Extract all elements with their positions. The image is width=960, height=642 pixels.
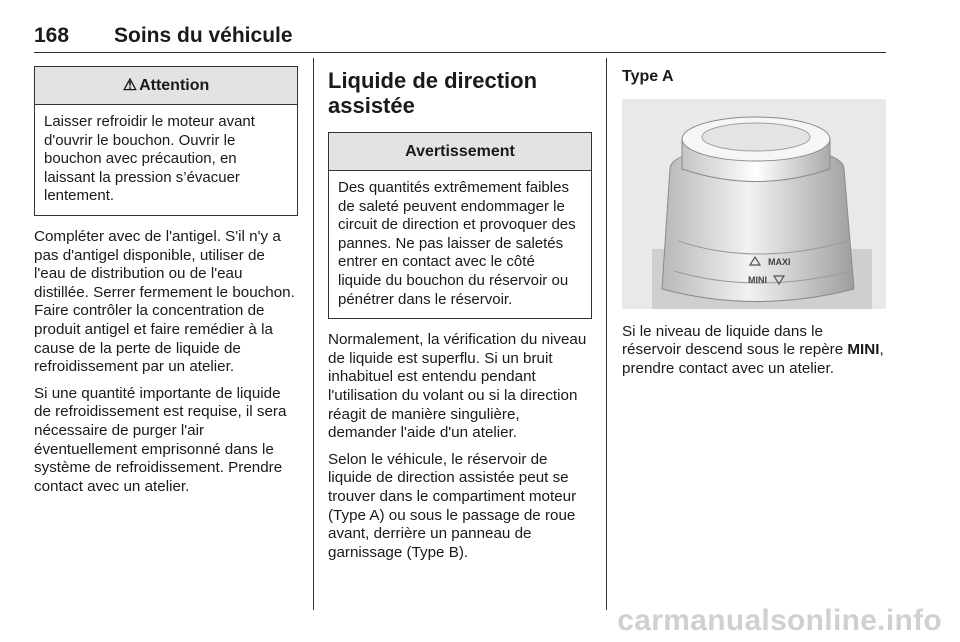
text-span: , prendre contact avec un atelier. (622, 341, 884, 377)
section-title: Soins du véhicule (114, 24, 293, 47)
column-left (34, 66, 298, 504)
column-divider (606, 58, 607, 610)
warning-title: Avertissement (329, 133, 591, 171)
mini-label: MINI (748, 274, 767, 285)
warning-box (328, 132, 592, 319)
reservoir-illustration (622, 99, 886, 309)
text-span: Si le niveau de liquide dans le réservoir descend sous le repère (622, 322, 848, 359)
attention-title: Attention (139, 77, 210, 94)
column-middle (328, 68, 592, 570)
paragraph (622, 323, 886, 379)
section-heading: Liquide de direction assistée (328, 68, 538, 118)
paragraph: Compléter avec de l'antigel. S'il n'y a pas d'antigel disponible, utiliser de l'eau de distribution ou de l'eau distillée. Serrer fermement le bouchon. Faire contrôler la concentration de produit antigel et faire remédier à la cause de la perte de liquide de refroidissement par un atelier. (34, 227, 295, 376)
attention-text: Laisser refroidir le moteur avant d'ouvrir le bouchon. Ouvrir le bouchon avec précaution, en laissant la pression s’évacuer lentement. (44, 113, 255, 205)
warning-triangle-icon: ⚠ (122, 77, 138, 94)
watermark: carmanualsonline.info (617, 604, 942, 637)
paragraph: Si une quantité importante de liquide de refroidissement est requise, il sera nécessaire de purger l'air éventuellement emprisonné dans le système de refroidissement. Prendre contact avec un atelier. (34, 384, 287, 495)
mini-mark: MINI (847, 341, 880, 359)
attention-box (34, 66, 298, 216)
attention-title-bar (35, 67, 297, 105)
column-right (622, 66, 886, 386)
paragraph: Normalement, la vérification du niveau de liquide est superflu. Si un bruit inhabituel est entendu pendant l'utilisation du volant ou si la direction réagit de manière singulière, demander l'aide d'un atelier. (328, 331, 587, 442)
column-divider (313, 58, 314, 610)
page-number: 168 (34, 24, 70, 47)
subheading: Type A (622, 68, 674, 85)
paragraph: Selon le véhicule, le réservoir de liquide de direction assistée peut se trouver dans le compartiment moteur (Type A) ou sous le passage de roue avant, derrière un panneau de garnissage (Type B). (328, 450, 577, 561)
warning-text: Des quantités extrêmement faibles de saleté peuvent endommager le circuit de direction et provoquer des pannes. Ne pas laisser de saletés entrer en contact avec le côté liquide du bouchon du réservoir ou pénétrer dans le réservoir. (338, 179, 576, 308)
maxi-label: MAXI (768, 256, 791, 267)
page-header (34, 22, 886, 53)
